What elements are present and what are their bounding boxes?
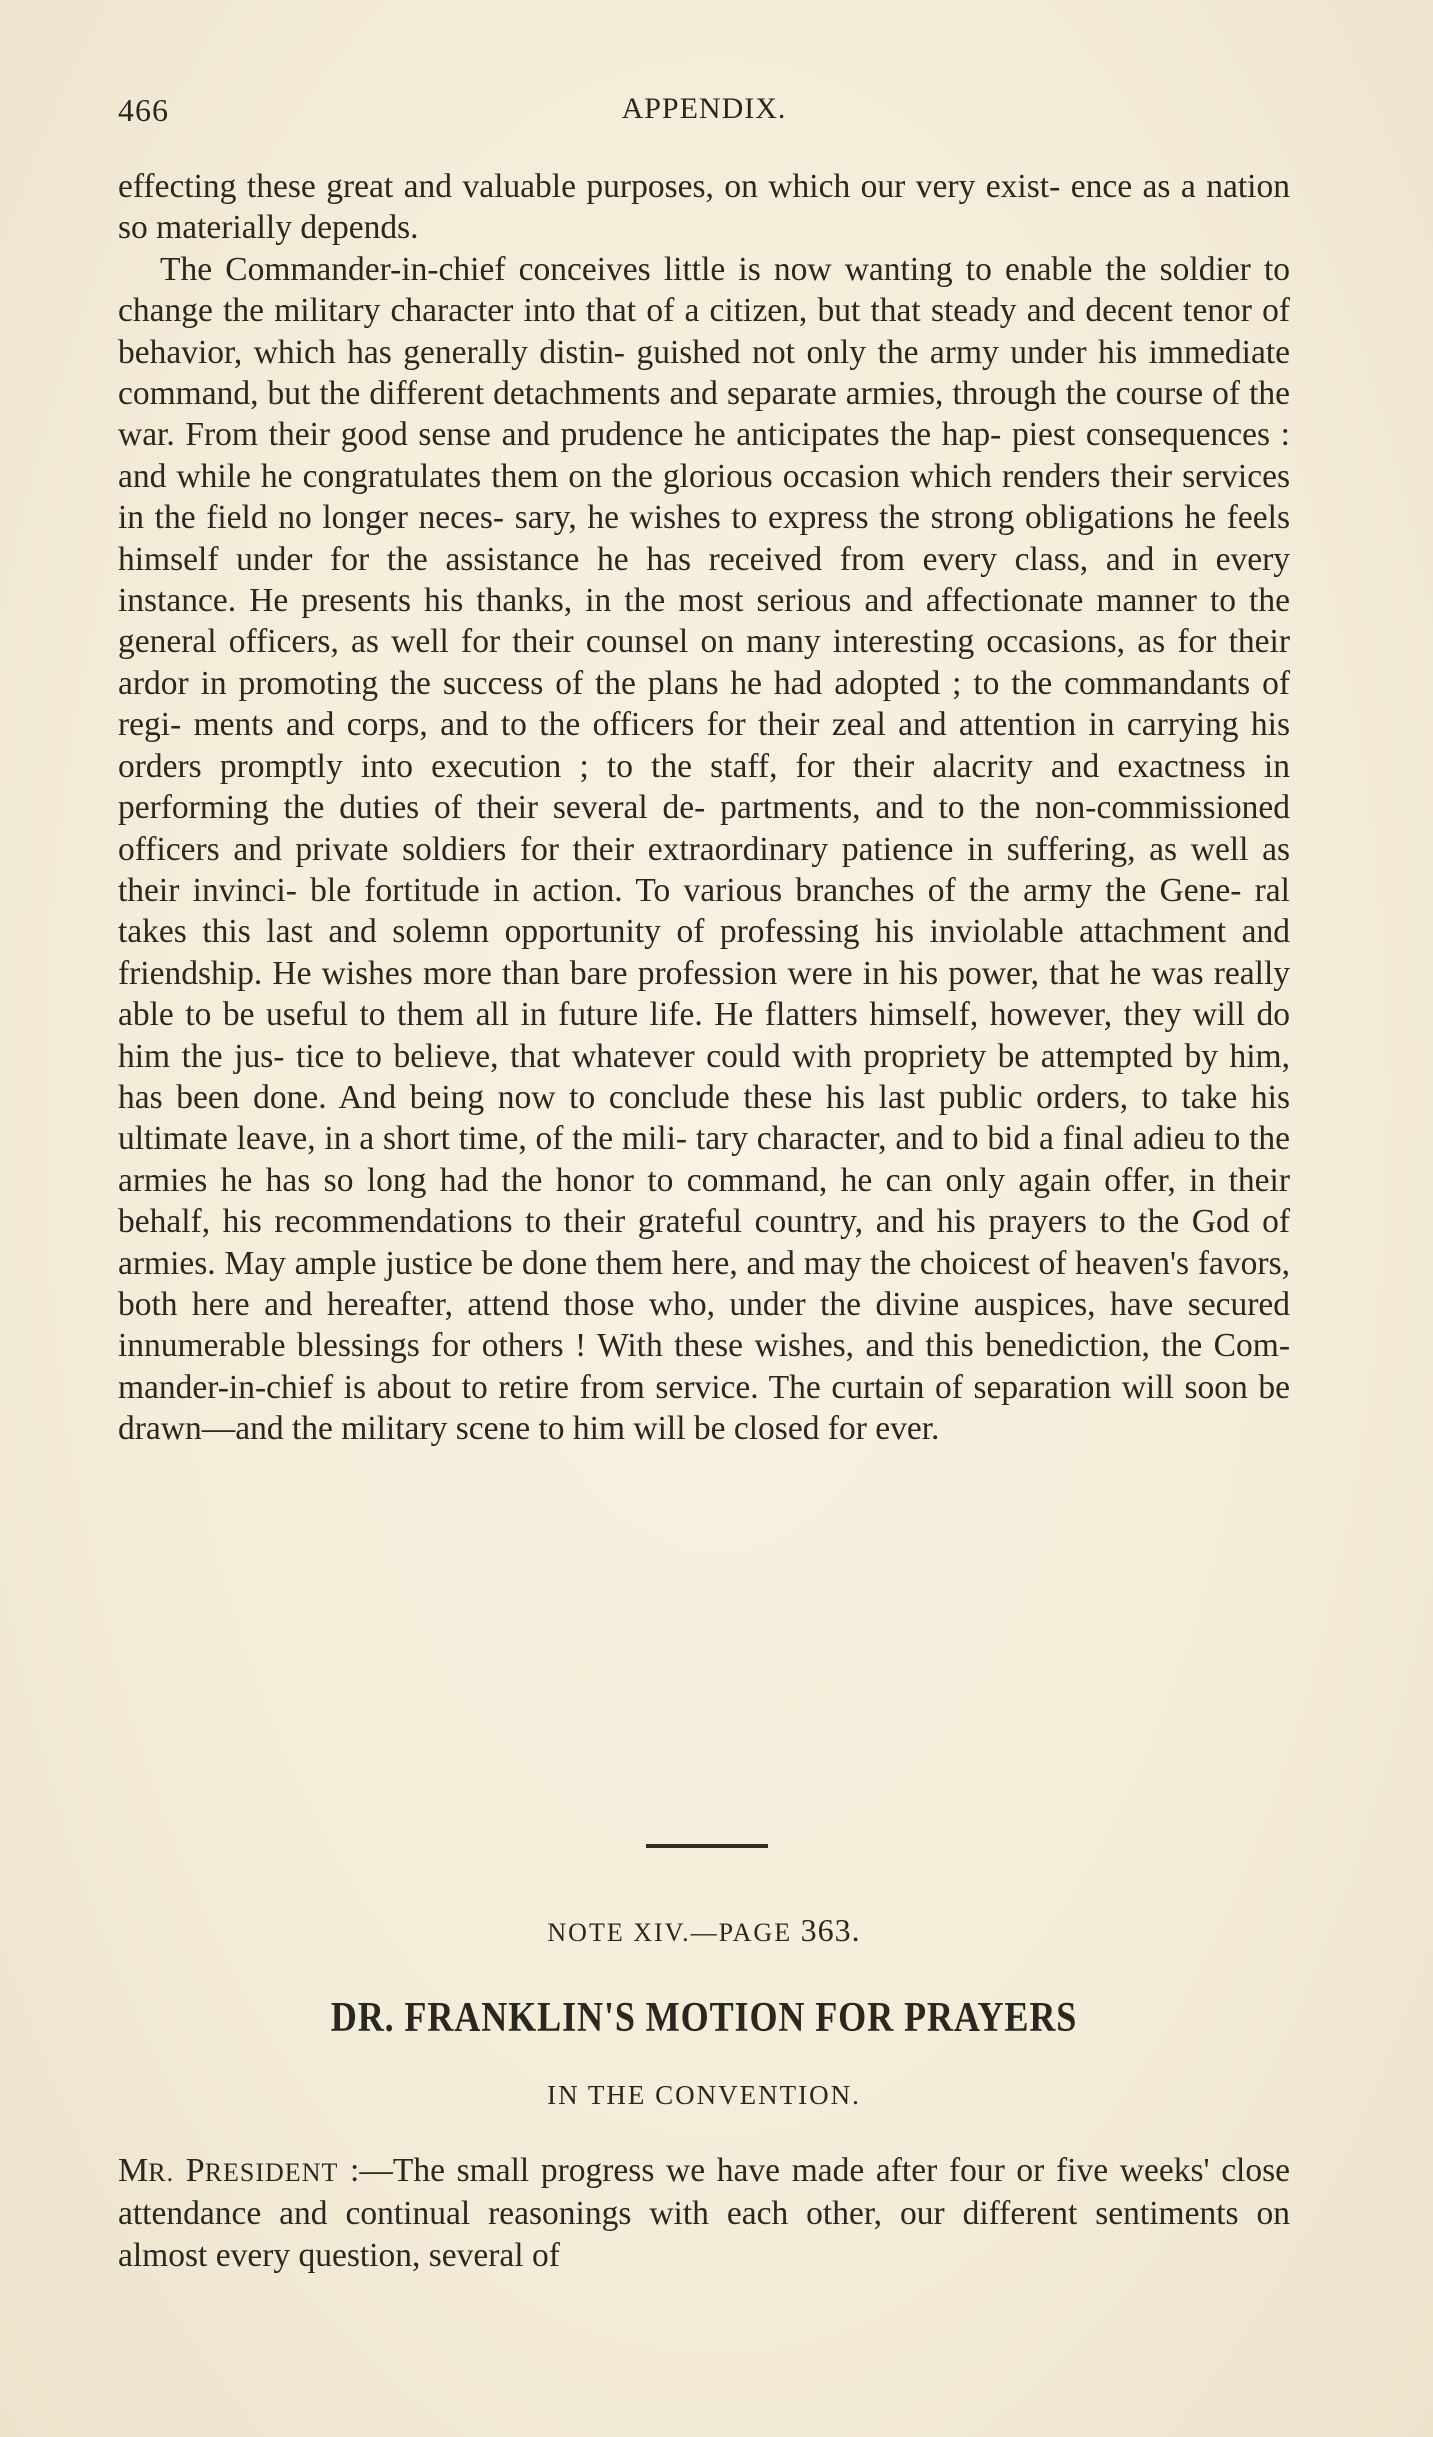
salutation-initial-m: M — [118, 2152, 149, 2189]
note-page-number: 363. — [800, 1912, 861, 1948]
salutation-initial-p: P — [185, 2152, 205, 2189]
body-text — [118, 166, 1290, 1450]
running-head: APPENDIX. — [621, 92, 787, 125]
paragraph-farewell-orders: The Commander-in-chief conceives little is now wanting to enable the soldier to change the military character into that of a citizen, but that steady and decent tenor of behavior, which has generally distin- guished not only the army under his immediate command, but the different detachments and separate armies, through the course of the war. From their good sense and prudence he anticipates the hap- piest consequences : and while he congratulates them on the glorious occasion which renders their services in the field no longer neces- sary, he wishes to express the strong obligations he feels himself under for the assistance he has received from every class, and in every instance. He presents his thanks, in the most serious and affectionate manner to the general officers, as well for their counsel on many interesting occasions, as for their ardor in promoting the success of the plans he had adopted ; to the commandants of regi- ments and corps, and to the officers for their zeal and attention in carrying his orders promptly into execution ; to the staff, for their alacrity and exactness in performing the duties of their several de- partments, and to the non-commissioned officers and private soldiers for their extraordinary patience in suffering, as well as their invinci- ble fortitude in action. To various branches of the army the Gene- ral takes this last and solemn opportunity of professing his inviolable attachment and friendship. He wishes more than bare profession were in his power, that he was really able to be useful to them all in future life. He flatters himself, however, they will do him the jus- tice to believe, that whatever could with propriety be attempted by him, has been done. And being now to conclude these his last public orders, to take his ultimate leave, in a short time, of the mili- tary character, and to bid a final adieu to the armies he has so long had the honor to command, he can only again offer, in their behalf, his recommendations to their grateful country, and his prayers to the God of armies. May ample justice be done them here, and may the choicest of heaven's favors, both here and hereafter, attend those who, under the divine auspices, have secured innumerable blessings for others ! With these wishes, and this benediction, the Com- mander-in-chief is about to retire from service. The curtain of separation will soon be drawn—and the military scene to him will be closed for ever. — [118, 250, 1290, 1448]
page-header — [118, 92, 1290, 138]
salutation-rest-president: RESIDENT — [204, 2158, 339, 2187]
section-subtitle: IN THE CONVENTION. — [547, 2080, 861, 2110]
speech-text — [118, 2150, 1290, 2276]
speech-body: :—The small progress we have made after four or five weeks' close attendance and continual reasonings with each other, our different sentiments on almost every question, several of — [118, 2152, 1291, 2274]
paragraph-continued: effecting these great and valuable purposes, on which our very exist- ence as a nation so materially depends. — [118, 168, 1290, 247]
salutation-rest-mr: R. — [148, 2158, 175, 2187]
section-divider-rule — [646, 1844, 768, 1848]
note-heading — [118, 1912, 1290, 1949]
note-label: NOTE XIV.—PAGE — [547, 1918, 793, 1947]
speech-paragraph — [118, 2150, 1290, 2276]
section-title: DR. FRANKLIN'S MOTION FOR PRAYERS — [330, 1995, 1078, 2041]
page-number: 466 — [118, 92, 169, 128]
